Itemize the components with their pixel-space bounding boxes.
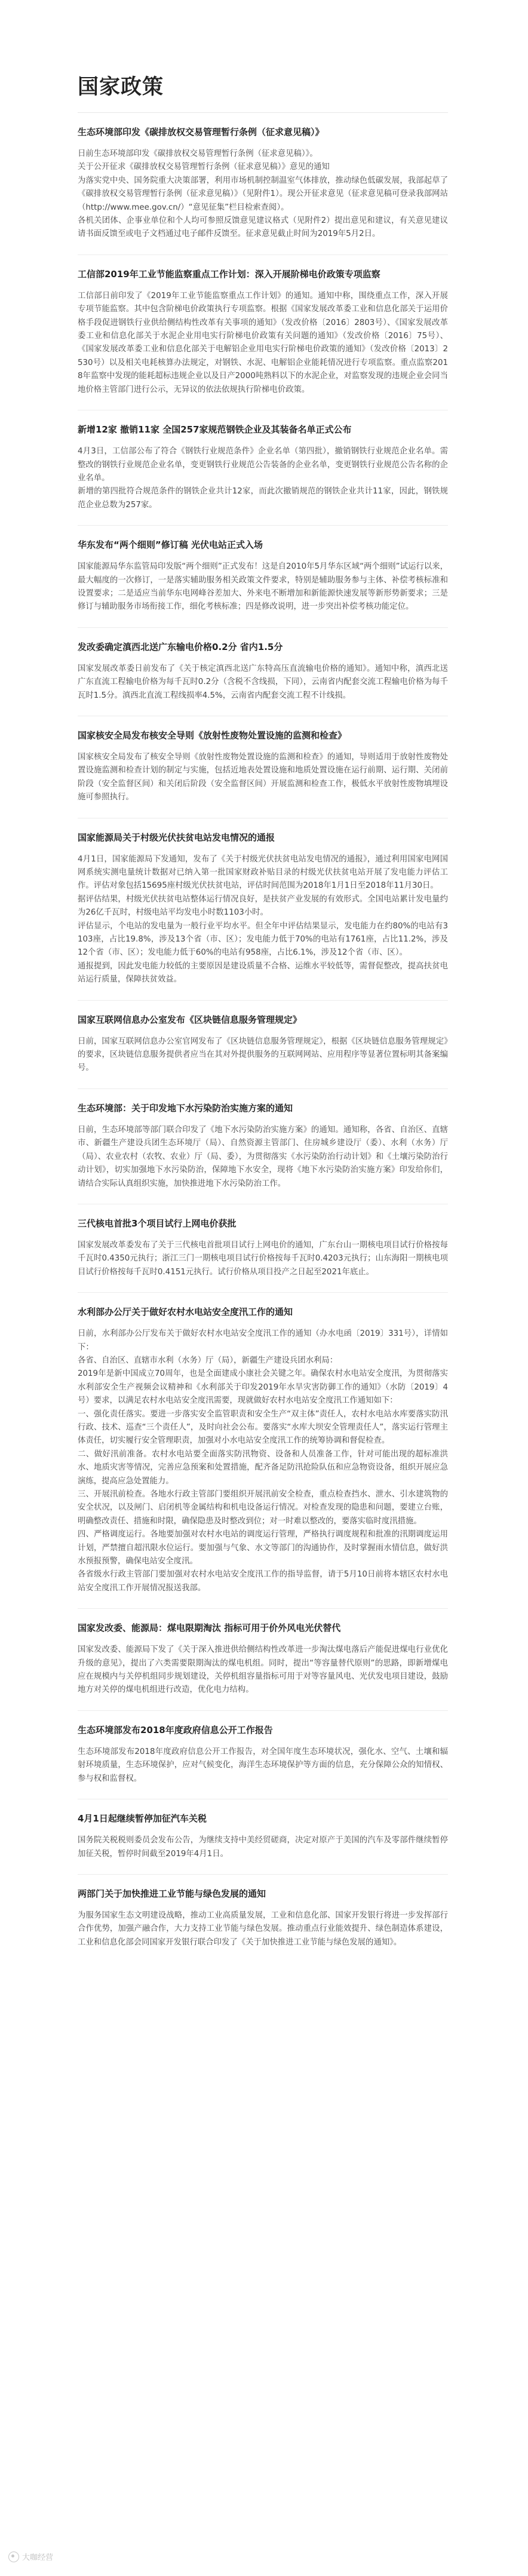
news-paragraph: 工信部日前印发了《2019年工业节能监察重点工作计划》的通知。通知中称，围绕重点工作，深入开展专项节能监察。其中包含阶梯电价政策执行专项监察。根据《国家发展改革委工业和信息化部关于运用价格手段促进钢铁行业供给侧结构性改革有关事项的通知》（发改价格〔2016〕2803号）、《国家发展改革委工业和信息化部关于水泥企业用电实行阶梯电价政策有关问题的通知》（发改价格〔2016〕75号）、《国家发展改革委工业和信息化部关于电解铝企业用电实行阶梯电价政策的通知》（发改价格〔2013〕2530号）以及相关电耗核算办法规定，对钢铁、水泥、电解铝企业能耗情况进行专项监察。重点监察2018年监察中发现的能耗超标违规企业以及日产2000吨熟料以下的水泥企业，对监察发现的违规企业会同当地价格主管部门进行公示，无异议的依法依规执行阶梯电价政策。 (78, 291, 448, 394)
news-headline[interactable]: 国家发改委、能源局：煤电限期淘汰 指标可用于价外风电光伏替代 (78, 1623, 341, 1634)
news-item (78, 830, 448, 987)
news-item (78, 1305, 448, 1595)
news-paragraph: 国家发改委、能源局下发了《关于深入推进供给侧结构性改革进一步淘汰煤电落后产能促进煤电行业优化升级的意见》，提出了六类需要限期淘汰的煤电机组。同时，提出“等容量替代原则”的思路，即新增煤电应在规模内与关停机组同步规划建设，关停机组容量指标可用于对等容量风电、光伏发电项目建设，鼓励地方对关停的煤电机组进行改造，优化电力结构。 (78, 1645, 448, 1695)
news-paragraph: 各机关团体、企事业单位和个人均可参照反馈意见建议格式（见附件2）提出意见和建议，有关意见建议请书面反馈至或电子文档通过电子邮件反馈至。征求意见截止时间为2019年5月2日。 (78, 216, 448, 239)
news-paragraph: 日前，国家互联网信息办公室官网发布了《区块链信息服务管理规定》，根据《区块链信息服务管理规定》的要求，区块链信息服务提供者应当在其对外提供服务的互联网网站、应用程序等显著位置标明其备案编号。 (78, 1036, 448, 1073)
news-item (78, 1811, 448, 1861)
news-headline[interactable]: 国家能源局关于村级光伏扶贫电站发电情况的通报 (78, 832, 275, 843)
news-item (78, 1013, 448, 1075)
news-divider (78, 1874, 448, 1875)
news-paragraph: 评估显示，个电站的发电量为一般行业平均水平。但全年中评估结果显示，发电能力在约80%的电站有3103座，占比19.8%，涉及13个省（市、区）；发电能力低于70%的电站有1761座，占比11.2%，涉及12个省（市、区）；发电能力低于60%的电站有958座，占比6.1%，涉及12个省（市、区）。 (78, 921, 448, 958)
news-paragraph: 国务院关税税则委员会发布公告，为继续支持中美经贸磋商，决定对原产于美国的汽车及零部件继续暂停加征关税，暂停时间截至2019年4月1日。 (78, 1836, 448, 1859)
watermark (8, 2551, 53, 2562)
news-paragraph: 各省、自治区、直辖市水利（水务）厅（局），新疆生产建设兵团水利局： (78, 1356, 338, 1365)
news-headline[interactable]: 发改委确定滇西北送广东输电价格0.2分 省内1.5分 (78, 641, 283, 652)
news-paragraph: 国家核安全局发布了核安全导则《放射性废物处置设施的监测和检查》的通知，导则适用于放射性废物处置设施监测和检查计划的制定与实施，包括近地表处置设施和地质处置设施在运行前期、运行期、关闭前阶段（安全监督区间）和关闭后阶段（安全监督区间）开展监测和检查工作，极低水平放射性废物填埋设施可参照执行。 (78, 752, 448, 802)
policy-page (78, 0, 448, 1949)
news-paragraph: 关于公开征求《碳排放权交易管理暂行条例（征求意见稿）》意见的通知 (78, 162, 330, 172)
news-divider (78, 627, 448, 628)
news-divider (78, 1292, 448, 1293)
news-divider (78, 1710, 448, 1711)
news-item (78, 1101, 448, 1191)
news-headline[interactable]: 4月1日起继续暂停加征汽车关税 (78, 1813, 207, 1824)
news-paragraph: 国家发展改革委发布了关于三代核电首批项目试行上网电价的通知，广东台山一期核电项目试行价格按每千瓦时0.4350元执行；浙江三门一期核电项目试行价格按每千瓦时0.4203元执行；山东海阳一期核电项目试行价格按每千瓦时0.4151元执行。试行价格从项目投产之日起至2021年底止。 (78, 1240, 448, 1277)
news-item (78, 267, 448, 397)
news-item (78, 1887, 448, 1949)
news-headline[interactable]: 水利部办公厅关于做好农村水电站安全度汛工作的通知 (78, 1307, 293, 1318)
news-headline[interactable]: 国家互联网信息办公室发布《区块链信息服务管理规定》 (78, 1014, 302, 1025)
news-item (78, 1621, 448, 1697)
news-item (78, 1723, 448, 1786)
news-headline[interactable]: 两部门关于加快推进工业节能与绿色发展的通知 (78, 1888, 266, 1899)
news-item (78, 1216, 448, 1279)
news-paragraph: 三、开展汛前检查。各地水行政主管部门要组织开展汛前安全检查，重点检查挡水、泄水、引水建筑物的安全状况，以及闸门、启闭机等金属结构和机电设备运行情况。对检查发现的隐患和问题，要建立台账，明确整改责任、措施和时限，确保隐患及时整改到位；对一时难以整改的，要落实临时度汛措施。 (78, 1490, 448, 1526)
news-item (78, 538, 448, 614)
news-paragraph: 2019年是新中国成立70周年，也是全面建成小康社会关键之年。确保农村水电站安全度汛，为贯彻落实水利部安全生产视频会议精神和《水利部关于印发2019年水旱灾害防御工作的通知》（水防〔2019〕4号）要求，以满足农村水电站安全度汛需要，现就做好农村水电站安全度汛工作通知如下： (78, 1369, 448, 1406)
news-paragraph: 据评估结果，村级光伏扶贫电站整体运行情况良好，是扶贫产业发展的有效形式。全国电站累计发电量约为26亿千瓦时，村级电站平均发电小时数1103小时。 (78, 894, 448, 918)
title-divider (78, 112, 448, 113)
news-headline[interactable]: 国家核安全局发布核安全导则《放射性废物处置设施的监测和检查》 (78, 729, 347, 741)
news-paragraph: 新增的第四批符合规范条件的钢铁企业共计12家，而此次撤销规范的钢铁企业共计11家，因此，钢铁规范企业总数为257家。 (78, 487, 448, 510)
news-paragraph: 四、严格调度运行。各地要加强对农村水电站的调度运行管理，严格执行调度规程和批准的汛期调度运用计划，严禁擅自超汛限水位运行。要加强与气象、水文等部门的沟通协作，及时掌握雨水情信息，做好洪水预报预警，确保电站安全度汛。 (78, 1530, 448, 1566)
news-headline[interactable]: 华东发布“两个细则”修订稿 光伏电站正式入场 (78, 539, 263, 551)
news-divider (78, 1608, 448, 1609)
news-divider (78, 525, 448, 526)
news-paragraph: 日前，生态环境部等部门联合印发了《地下水污染防治实施方案》的通知。通知称，各省、自治区、直辖市、新疆生产建设兵团生态环境厅（局）、自然资源主管部门、住房城乡建设厅（委）、水利（水务）厅（局）、农业农村（农牧、农业）厅（局、委），为贯彻落实《水污染防治行动计划》和《土壤污染防治行动计划》，切实加强地下水污染防治，保障地下水安全，现将《地下水污染防治实施方案》印发给你们，请结合实际认真组织实施，加快推进地下水污染防治工作。 (78, 1125, 448, 1188)
news-paragraph: 国家能源局华东监管局印发版“两个细则”正式发布！这是自2010年5月华东区域“两个细则”试运行以来，最大幅度的一次修订，一是落实辅助服务相关政策文件要求，特别是辅助服务参与主体、补偿考核标准和设置要求；二是适应当前华东电网峰谷差加大、外来电不断增加和新能源快速发展等新形势新要求；三是修订与辅助服务市场衔接工作，细化考核标准；四是修改说明，进一步突出补偿考核功能定位。 (78, 562, 448, 612)
news-headline[interactable]: 工信部2019年工业节能监察重点工作计划：深入开展阶梯电价政策专项监察 (78, 268, 380, 280)
news-item (78, 640, 448, 703)
news-headline[interactable]: 三代核电首批3个项目试行上网电价获批 (78, 1218, 237, 1229)
news-headline[interactable]: 生态环境部发布2018年度政府信息公开工作报告 (78, 1724, 273, 1735)
news-paragraph: 4月1日，国家能源局下发通知，发布了《关于村级光伏扶贫电站发电情况的通报》，通过利用国家电网国网系统实测电量统计数据对已纳入第一批国家财政补贴目录的村级光伏扶贫电站开展了发电能力评估工作。评估对象包括15695座村级光伏扶贫电站，评估时间范围为2018年1月1日至2018年11月30日。 (78, 854, 448, 891)
news-paragraph: 为服务国家生态文明建设战略，推动工业高质量发展，工业和信息化部、国家开发银行将进一步发挥部行合作优势，加强产融合作，大力支持工业节能与绿色发展。推动重点行业能效提升、绿色制造体系建设，工业和信息化部会同国家开发银行联合印发了《关于加快推进工业节能与绿色发展的通知》。 (78, 1910, 448, 1947)
news-divider (78, 254, 448, 255)
news-headline[interactable]: 新增12家 撤销11家 全国257家规范钢铁企业及其装备名单正式公布 (78, 424, 352, 436)
news-list (78, 125, 448, 1949)
news-paragraph: 国家发展改革委日前发布了《关于核定滇西北送广东特高压直流输电价格的通知》。通知中称，滇西北送广东直流工程输电价格为每千瓦时0.2分（含税不含线损，下同），云南省内配套交流工程输电价格为每千瓦时1.5分。滇西北直流工程线损率4.5%，云南省内配套交流工程不计线损。 (78, 664, 448, 700)
news-paragraph: 4月3日，工信部公布了符合《钢铁行业规范条件》企业名单（第四批），撤销钢铁行业规范企业名单。需整改的钢铁行业规范企业名单，变更钢铁行业规范公告装备的企业名单，变更钢铁行业规范公告名称的企业名单。 (78, 447, 448, 483)
news-paragraph: 一、强化责任落实。要进一步落实安全监管职责和安全生产“双主体”责任人，农村水电站水库要落实防汛行政、技术、巡查“三个责任人”，及时向社会公布。要落实“水库大坝安全管理责任人”，落实运行管理主体责任，切实履行安全管理职责，加强对小水电站安全度汛工作的统筹协调和督促检查。 (78, 1409, 448, 1446)
news-headline[interactable]: 生态环境部印发《碳排放权交易管理暂行条例（征求意见稿）》 (78, 127, 324, 137)
news-paragraph: 通报提到，因此发电能力较低的主要原因是建设质量不合格、运维水平较低等，需督促整改，提高扶贫电站运行质量，保障扶贫效益。 (78, 961, 448, 985)
news-paragraph: 日前，水利部办公厅发布关于做好农村水电站安全度汛工作的通知（办水电函〔2019〕331号），详情如下： (78, 1329, 448, 1352)
news-item (78, 728, 448, 805)
news-divider (78, 1000, 448, 1001)
news-paragraph: 生态环境部发布2018年度政府信息公开工作报告，对全国年度生态环境状况，强化水、空气、土壤和辐射环境质量，生态环境保护，应对气候变化，海洋生态环境保护等方面的信息，充分保障公众的知情权、参与权和监督权。 (78, 1747, 448, 1783)
news-item (78, 125, 448, 241)
news-headline[interactable]: 生态环境部：关于印发地下水污染防治实施方案的通知 (78, 1102, 293, 1114)
news-divider (78, 1088, 448, 1089)
watermark-text: 大咖经营 (22, 2553, 54, 2562)
page-title: 国家政策 (78, 75, 164, 99)
news-paragraph: 日前生态环境部印发《碳排放权交易管理暂行条例（征求意见稿）》。 (78, 149, 318, 158)
logo-icon (8, 2552, 19, 2562)
news-paragraph: 各省级水行政主管部门要加强对农村水电站安全度汛工作的指导监督，请于5月10日前将本辖区农村水电站安全度汛工作开展情况报送我部。 (78, 1570, 448, 1593)
news-paragraph: 二、做好汛前准备。农村水电站要全面落实防汛物资、设备和人员准备工作，针对可能出现的超标准洪水、地质灾害等情况，完善应急预案和处置措施，配齐备足防汛抢险队伍和应急物资设备，组织开展应急演练，提高应急处置能力。 (78, 1449, 448, 1486)
news-paragraph: 为落实党中央、国务院重大决策部署，利用市场机制控制温室气体排放，推动绿色低碳发展，我部起草了《碳排放权交易管理暂行条例（征求意见稿）》（见附件1）。现公开征求意见（征求意见稿可登录我部网站（http://www.mee.gov.cn/）“意见征集”栏目检索查阅）。 (78, 176, 448, 212)
news-item (78, 422, 448, 512)
